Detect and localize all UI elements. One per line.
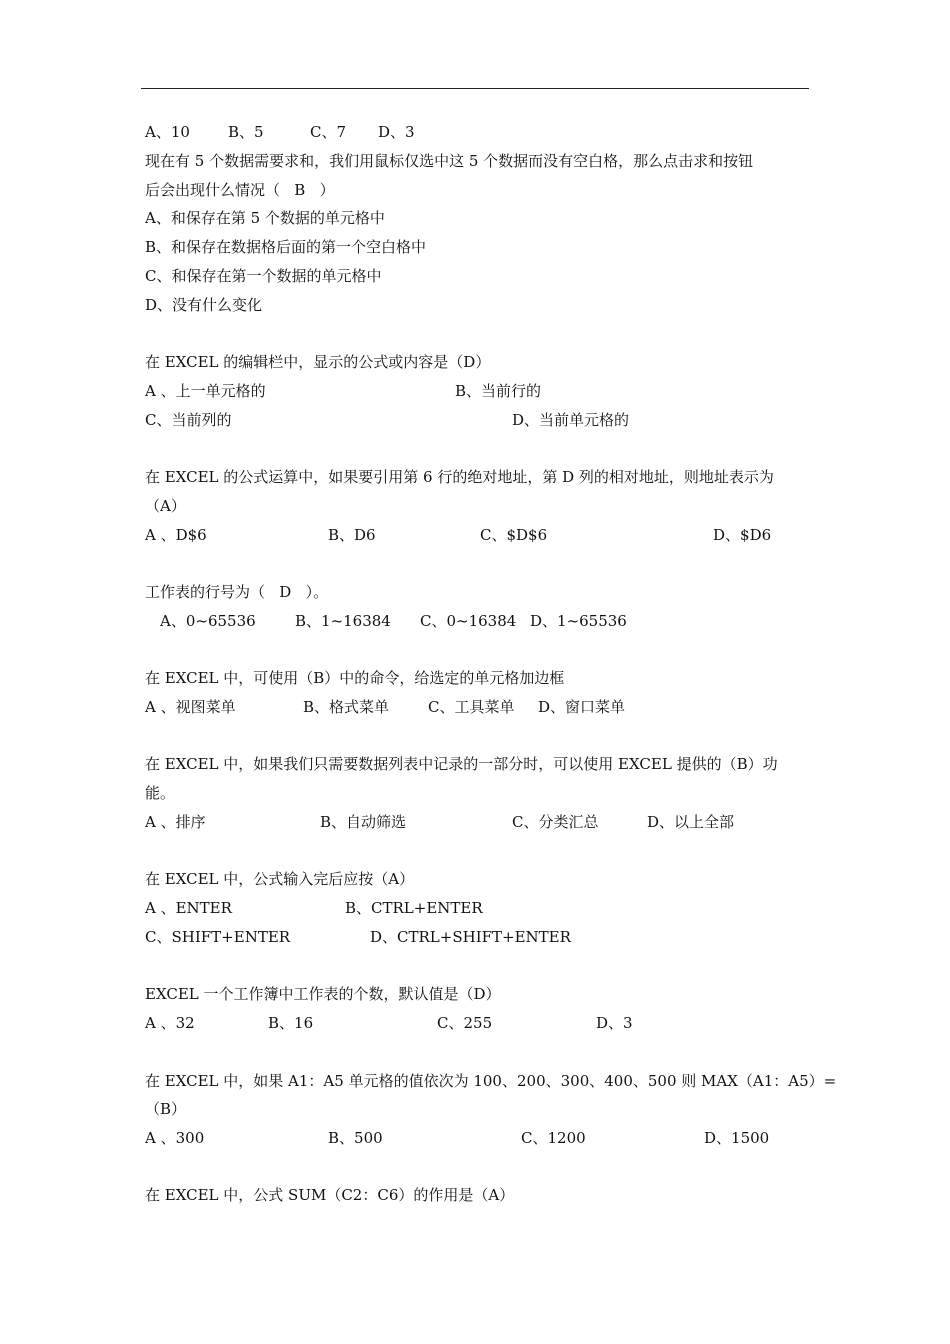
text-line: EXCEL 一个工作簿中工作表的个数，默认值是（D） bbox=[145, 985, 501, 1003]
text-line: C、和保存在第一个数据的单元格中 bbox=[145, 267, 382, 285]
answer-option: A 、上一单元格的 bbox=[145, 382, 266, 400]
text-line: B、和保存在数据格后面的第一个空白格中 bbox=[145, 238, 427, 256]
answer-option: B、5 bbox=[228, 123, 264, 141]
text-line: 现在有 5 个数据需要求和，我们用鼠标仅选中这 5 个数据而没有空白格，那么点击求和按钮 bbox=[145, 152, 754, 170]
text-line: 在 EXCEL 中，如果 A1：A5 单元格的值依次为 100、200、300、400、500 则 MAX（A1：A5）= bbox=[145, 1072, 837, 1090]
text-line: 在 EXCEL 中，公式 SUM（C2：C6）的作用是（A） bbox=[145, 1186, 515, 1204]
text-line: 能。 bbox=[145, 784, 176, 802]
answer-option: B、当前行的 bbox=[455, 382, 542, 400]
answer-option: C、当前列的 bbox=[145, 411, 232, 429]
text-line: A、和保存在第 5 个数据的单元格中 bbox=[145, 209, 385, 227]
answer-option: B、格式菜单 bbox=[303, 698, 390, 716]
answer-option: C、7 bbox=[310, 123, 347, 141]
answer-option: A 、32 bbox=[145, 1014, 195, 1032]
answer-option: A 、视图菜单 bbox=[145, 698, 236, 716]
text-line: 在 EXCEL 的编辑栏中，显示的公式或内容是（D） bbox=[145, 353, 491, 371]
answer-option: B、D6 bbox=[328, 526, 376, 544]
answer-option: C、255 bbox=[437, 1014, 493, 1032]
text-line: （A） bbox=[145, 497, 186, 515]
answer-option: C、1200 bbox=[521, 1129, 586, 1147]
answer-option: D、当前单元格的 bbox=[512, 411, 630, 429]
answer-option: B、自动筛选 bbox=[320, 813, 407, 831]
text-line: D、没有什么变化 bbox=[145, 296, 263, 314]
answer-option: B、1~16384 bbox=[295, 612, 391, 630]
answer-option: A、0~65536 bbox=[160, 612, 256, 630]
answer-option: A、10 bbox=[145, 123, 190, 141]
answer-option: A 、300 bbox=[145, 1129, 205, 1147]
answer-option: A 、D$6 bbox=[145, 526, 207, 544]
answer-option: C、分类汇总 bbox=[512, 813, 599, 831]
answer-option: B、500 bbox=[328, 1129, 383, 1147]
answer-option: A 、排序 bbox=[145, 813, 206, 831]
answer-option: D、1~65536 bbox=[530, 612, 627, 630]
answer-option: C、工具菜单 bbox=[428, 698, 515, 716]
answer-option: D、窗口菜单 bbox=[538, 698, 626, 716]
answer-option: C、SHIFT+ENTER bbox=[145, 928, 291, 946]
text-line: 后会出现什么情况（ B ） bbox=[145, 181, 335, 199]
answer-option: D、1500 bbox=[704, 1129, 770, 1147]
answer-option: B、CTRL+ENTER bbox=[345, 899, 483, 917]
answer-option: D、$D6 bbox=[713, 526, 772, 544]
text-line: 在 EXCEL 中，公式输入完后应按（A） bbox=[145, 870, 415, 888]
text-line: 在 EXCEL 的公式运算中，如果要引用第 6 行的绝对地址，第 D 列的相对地址，则地址表示为 bbox=[145, 468, 774, 486]
header-rule bbox=[141, 88, 809, 89]
answer-option: A 、ENTER bbox=[145, 899, 232, 917]
text-line: （B） bbox=[145, 1100, 187, 1118]
text-line: 在 EXCEL 中，可使用（B）中的命令，给选定的单元格加边框 bbox=[145, 669, 565, 687]
answer-option: D、以上全部 bbox=[647, 813, 735, 831]
text-line: 工作表的行号为（ D ）。 bbox=[145, 583, 329, 601]
answer-option: D、3 bbox=[596, 1014, 633, 1032]
answer-option: C、$D$6 bbox=[480, 526, 548, 544]
answer-option: C、0~16384 bbox=[420, 612, 517, 630]
answer-option: D、3 bbox=[378, 123, 415, 141]
answer-option: B、16 bbox=[268, 1014, 314, 1032]
answer-option: D、CTRL+SHIFT+ENTER bbox=[370, 928, 571, 946]
text-line: 在 EXCEL 中，如果我们只需要数据列表中记录的一部分时，可以使用 EXCEL 提供的（B）功 bbox=[145, 755, 778, 773]
